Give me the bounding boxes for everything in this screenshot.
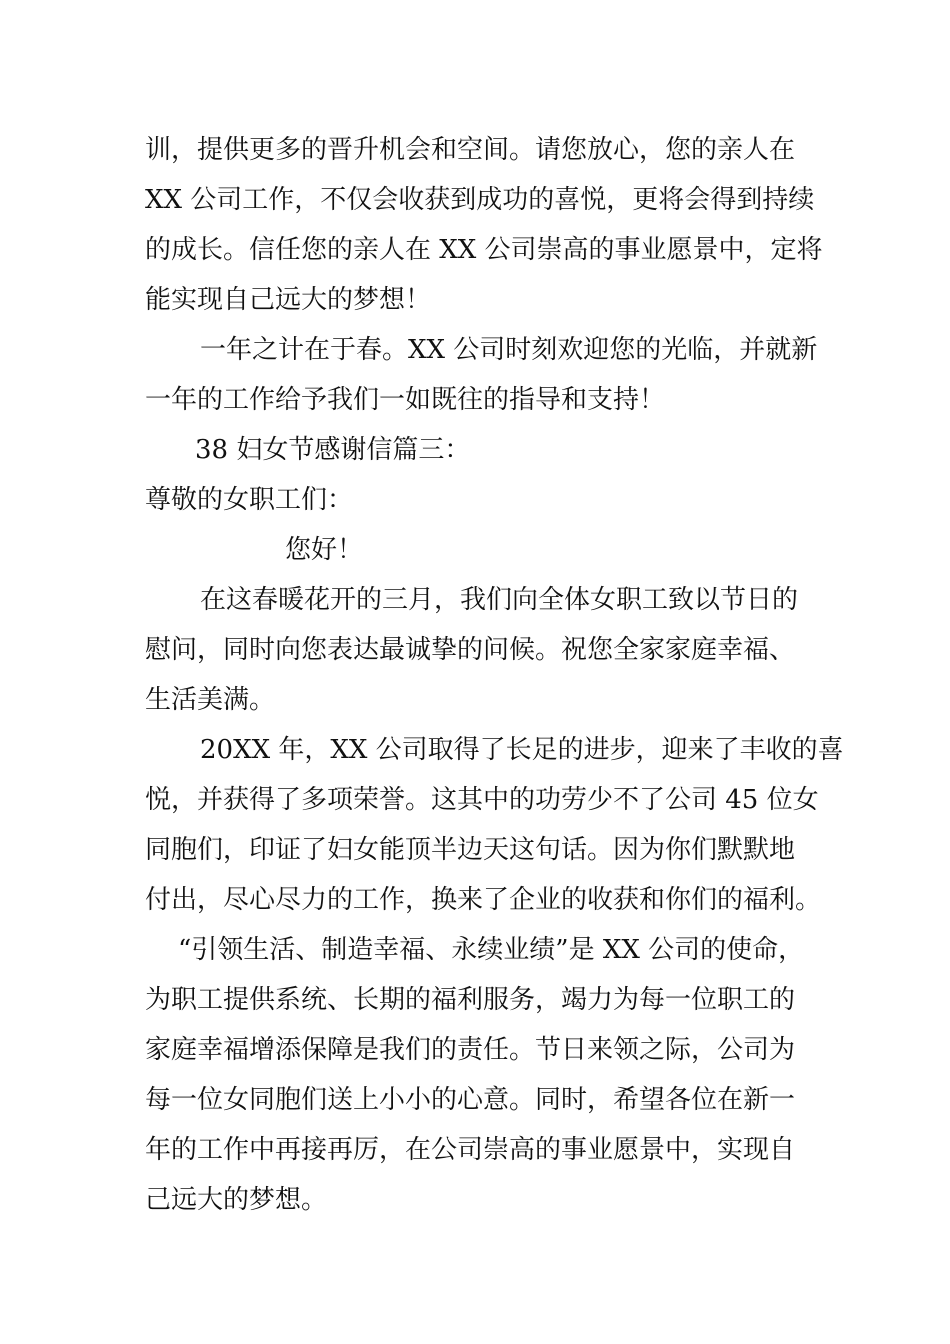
text-line: 训，提供更多的晋升机会和空间。请您放心，您的亲人在	[145, 135, 796, 165]
text-line: 己远大的梦想。	[145, 1185, 328, 1215]
letter-salutation: 尊敬的女职工们：	[145, 485, 354, 515]
text-line: 能实现自己远大的梦想！	[145, 285, 432, 315]
text-line: 一年的工作给予我们一如既往的指导和支持！	[145, 385, 666, 415]
text-line: XX 公司工作，不仅会收获到成功的喜悦，更将会得到持续	[145, 185, 815, 215]
paragraph-first-line: 一年之计在于春。XX 公司时刻欢迎您的光临，并就新	[200, 335, 818, 365]
text-line: 年的工作中再接再厉，在公司崇高的事业愿景中，实现自	[145, 1135, 796, 1165]
paragraph-first-line: 20XX 年，XX 公司取得了长足的进步，迎来了丰收的喜	[200, 735, 844, 765]
text-line: 家庭幸福增添保障是我们的责任。节日来领之际，公司为	[145, 1035, 796, 1065]
text-line: 悦，并获得了多项荣誉。这其中的功劳少不了公司 45 位女	[145, 785, 819, 815]
section-heading: 38 妇女节感谢信篇三：	[195, 435, 471, 465]
text-line: 付出，尽心尽力的工作，换来了企业的收获和你们的福利。	[145, 885, 822, 915]
text-line: 的成长。信任您的亲人在 XX 公司崇高的事业愿景中，定将	[145, 235, 823, 265]
text-line: 同胞们，印证了妇女能顶半边天这句话。因为你们默默地	[145, 835, 796, 865]
paragraph-first-line: 在这春暖花开的三月，我们向全体女职工致以节日的	[200, 585, 799, 615]
text-line: 为职工提供系统、长期的福利服务，竭力为每一位职工的	[145, 985, 796, 1015]
text-line: 慰问，同时向您表达最诚挚的问候。祝您全家家庭幸福、	[145, 635, 796, 665]
text-line: 生活美满。	[145, 685, 276, 715]
text-line: 每一位女同胞们送上小小的心意。同时，希望各位在新一	[145, 1085, 796, 1115]
paragraph-first-line: “引领生活、制造幸福、永续业绩”是 XX 公司的使命，	[178, 935, 805, 965]
letter-greeting: 您好！	[285, 535, 364, 565]
